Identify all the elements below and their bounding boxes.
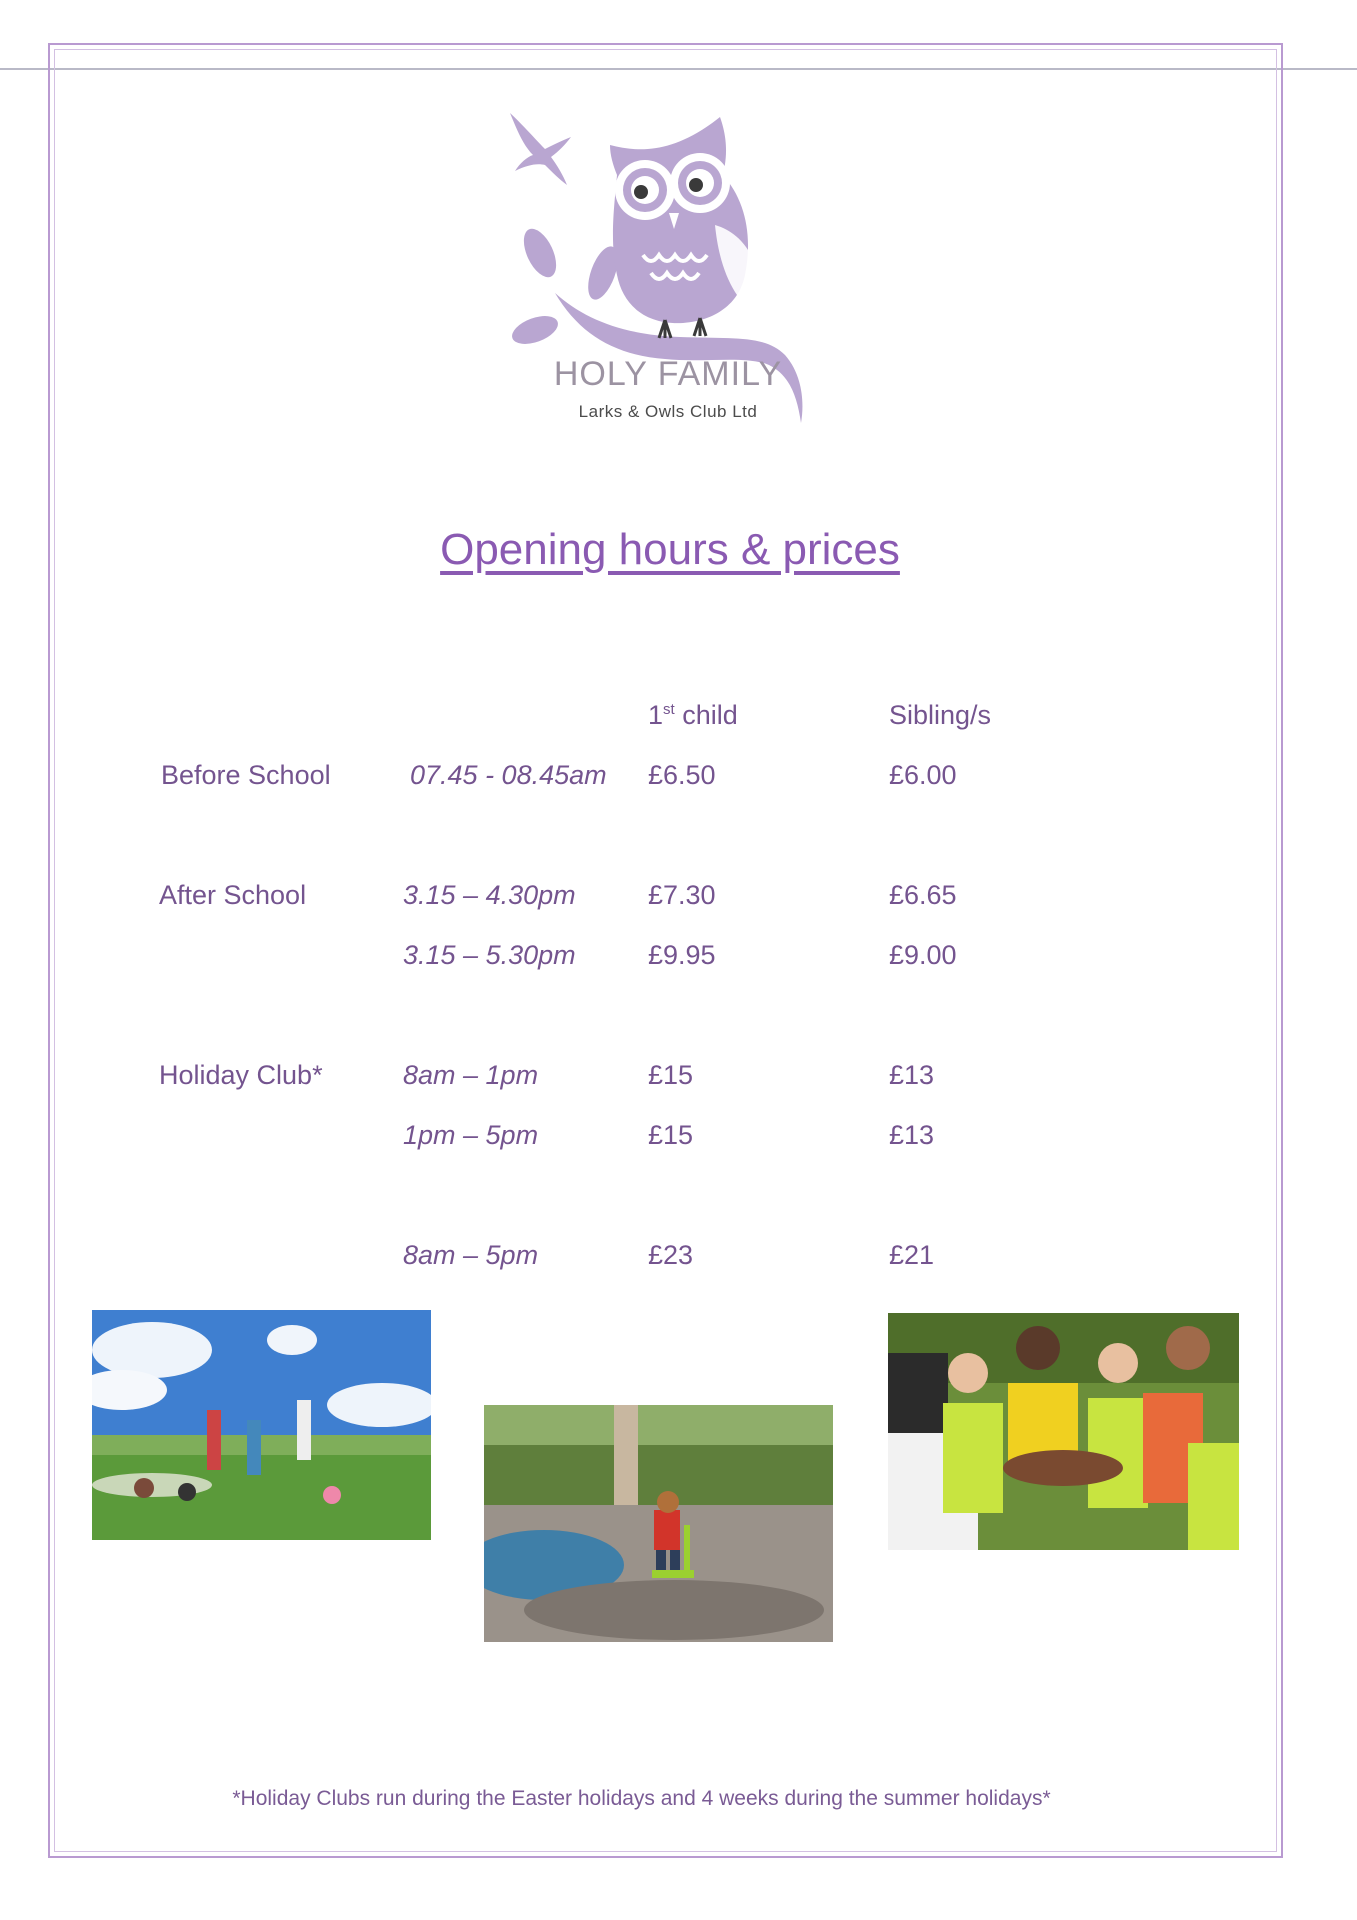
header-siblings: Sibling/s [889,700,992,730]
row-time: 07.45 - 08.45am [410,760,607,790]
row-label: Holiday Club* [159,1060,323,1090]
row-price-first: £7.30 [648,880,716,910]
row-price-first: £15 [648,1120,694,1150]
row-label: After School [159,880,307,910]
photo-children-team [888,1313,1239,1550]
row-price-sibling: £13 [889,1120,935,1150]
photo-children-field [92,1310,431,1540]
row-label: Before School [161,760,331,790]
page-title: Opening hours & prices [440,525,900,574]
row-time: 8am – 5pm [403,1240,539,1270]
row-time: 3.15 – 5.30pm [403,940,576,970]
row-time: 3.15 – 4.30pm [403,880,576,910]
logo-name: HOLY FAMILY [553,355,783,393]
row-price-first: £9.95 [648,940,716,970]
row-price-first: £6.50 [648,760,716,790]
row-price-sibling: £6.65 [889,880,957,910]
row-price-first: £23 [648,1240,694,1270]
row-price-sibling: £6.00 [889,760,957,790]
row-price-sibling: £13 [889,1060,935,1090]
footnote: *Holiday Clubs run during the Easter holidays and 4 weeks during the summer holidays* [232,1787,1051,1810]
row-price-first: £15 [648,1060,694,1090]
logo-subtitle: Larks & Owls Club Ltd [578,402,758,421]
header-first-child: 1st child [648,700,738,730]
photo-child-scooter [484,1405,833,1642]
row-time: 8am – 1pm [403,1060,539,1090]
row-time: 1pm – 5pm [403,1120,539,1150]
row-price-sibling: £9.00 [889,940,957,970]
row-price-sibling: £21 [889,1240,935,1270]
